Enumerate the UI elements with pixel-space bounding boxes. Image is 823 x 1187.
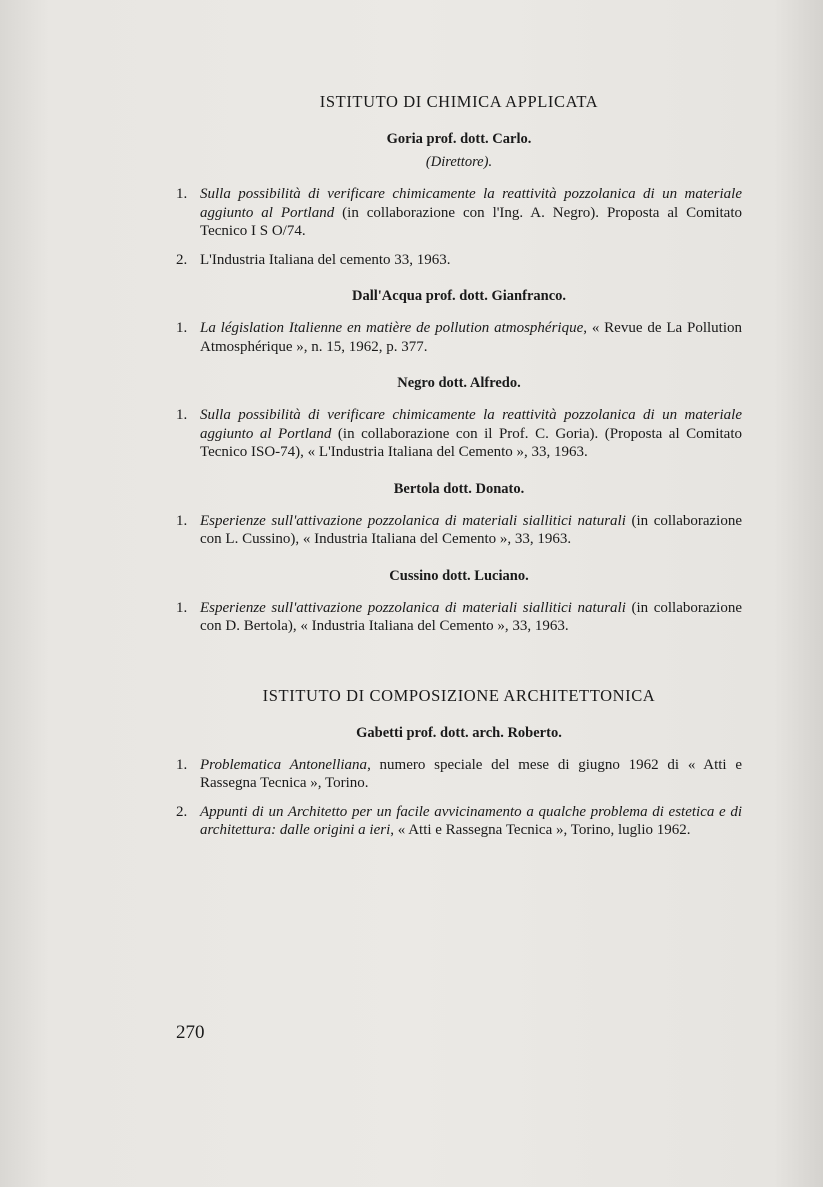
entry-number: 2. (176, 803, 188, 820)
person-block-gabetti (176, 724, 742, 840)
publication-entry (176, 512, 742, 549)
entry-title: Appunti di un Architetto per un facile avvicinamento a qualche problema di estetica e di architettura: dalle origini a ieri (200, 803, 742, 838)
institute-title: ISTITUTO DI CHIMICA APPLICATA (319, 92, 599, 111)
entry-number: 1. (176, 407, 188, 423)
publication-entry (176, 185, 742, 241)
person-block-cussino (176, 567, 742, 636)
entry-details: (in collaborazione con il Prof. C. Goria). (Proposta al Comitato Tecnico ISO-74), « L'Industria Italiana del Cemento », 33, 1963. (200, 425, 742, 460)
person-name: Goria prof. dott. Carlo. (386, 131, 532, 147)
publication-entry (176, 803, 742, 840)
page-content (176, 92, 742, 858)
person-role: (Direttore). (425, 154, 493, 170)
publication-entry (176, 251, 742, 270)
entry-details: , numero speciale del mese di giugno 1962 di « Atti e Rassegna Tecnica », Torino. (200, 756, 742, 791)
person-name: Dall'Acqua prof. dott. Gianfranco. (351, 288, 567, 304)
section-chimica-applicata (176, 92, 742, 636)
entry-details: (in collaborazione con D. Bertola), « Industria Italiana del Cemento », 33, 1963. (200, 599, 742, 634)
entry-number: 2. (176, 251, 188, 268)
entry-details: (in collaborazione con L. Cussino), « Industria Italiana del Cemento », 33, 1963. (200, 512, 742, 547)
person-name: Cussino dott. Luciano. (389, 567, 529, 584)
entry-number: 1. (176, 320, 188, 336)
person-block-negro (176, 374, 742, 462)
entry-number: 1. (176, 512, 188, 529)
publication-entry (176, 599, 742, 636)
entry-number: 1. (176, 599, 188, 616)
entry-details: L'Industria Italiana del cemento 33, 1963. (200, 251, 451, 268)
publication-entry (176, 756, 742, 793)
institute-title: ISTITUTO DI COMPOSIZIONE ARCHITETTONICA (262, 685, 656, 705)
entry-title: Esperienze sull'attivazione pozzolanica di materiali siallitici naturali (200, 512, 626, 529)
person-block-goria (176, 130, 742, 269)
person-name: Negro dott. Alfredo. (397, 375, 521, 391)
publication-list (176, 756, 742, 840)
entry-number: 1. (176, 186, 188, 202)
person-name: Gabetti prof. dott. arch. Roberto. (356, 724, 562, 741)
person-block-dallacqua (176, 287, 742, 356)
publication-entry (176, 319, 742, 356)
publication-list (176, 319, 742, 356)
entry-details: , « Revue de La Pollution Atmosphérique », n. 15, 1962, p. 377. (200, 320, 742, 355)
entry-title: La législation Italienne en matière de pollution atmosphérique (200, 320, 584, 336)
page-number: 270 (176, 1022, 205, 1043)
entry-details: , « Atti e Rassegna Tecnica », Torino, luglio 1962. (390, 822, 691, 838)
publication-entry (176, 406, 742, 462)
publication-list (176, 599, 742, 636)
publication-list (176, 406, 742, 462)
publication-list (176, 185, 742, 269)
person-block-bertola (176, 480, 742, 549)
entry-title: Sulla possibilità di verificare chimicamente la reattività pozzolanica di un materiale aggiunto al Portland (200, 407, 742, 442)
section-composizione-architettonica (176, 686, 742, 840)
entry-title: Esperienze sull'attivazione pozzolanica di materiali siallitici naturali (200, 599, 626, 616)
entry-number: 1. (176, 756, 188, 773)
entry-title: Sulla possibilità di verificare chimicamente la reattività pozzolanica di un materiale aggiunto al Portland (200, 186, 742, 221)
entry-details: (in collaborazione con l'Ing. A. Negro). Proposta al Comitato Tecnico I S O/74. (200, 204, 742, 239)
entry-title: Problematica Antonelliana (200, 756, 368, 773)
publication-list (176, 512, 742, 549)
person-name: Bertola dott. Donato. (393, 480, 525, 497)
